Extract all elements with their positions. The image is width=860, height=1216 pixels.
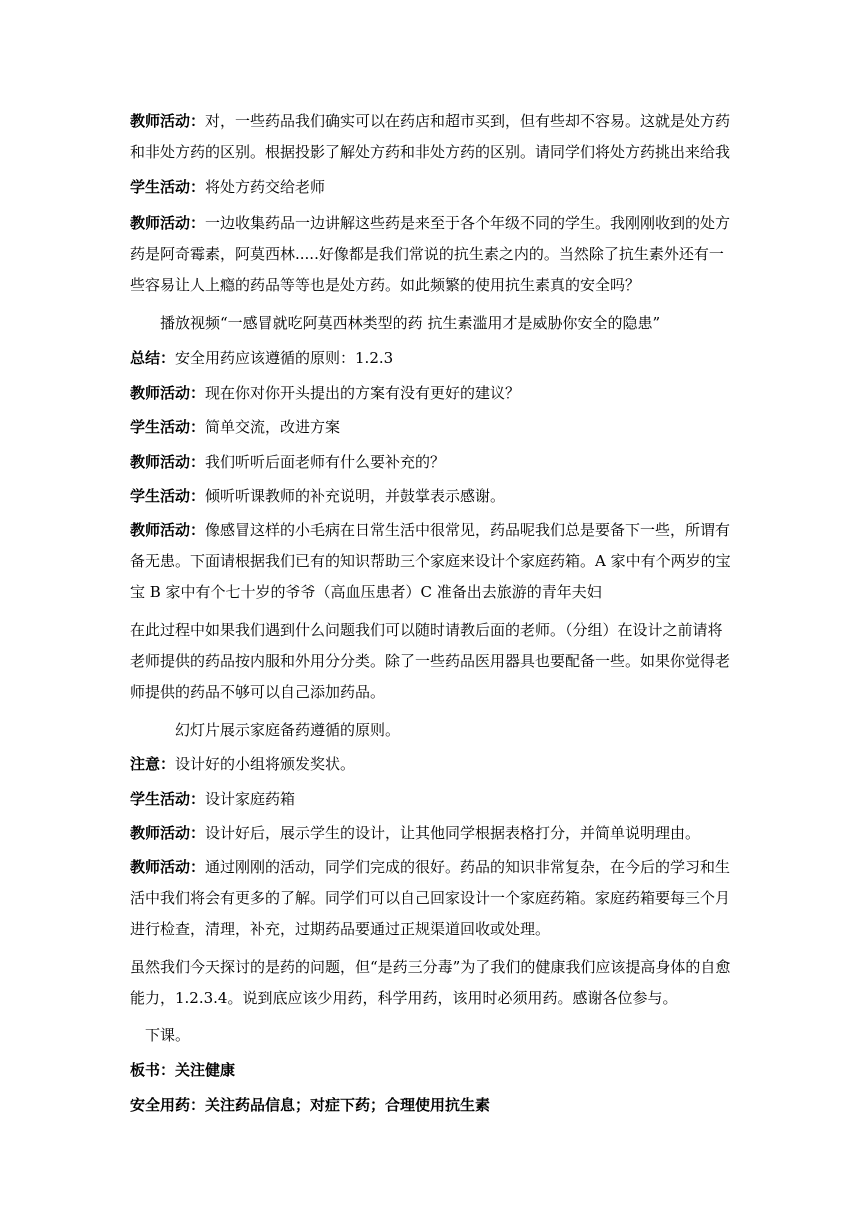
- paragraph-text: 在此过程中如果我们遇到什么问题我们可以随时请教后面的老师。（分组）在设计之前请将老师提供的药品按内服和外用分分类。除了一些药品医用器具也要配备一些。如果你觉得老师提供的药品不够可以自己添加药品。: [130, 621, 731, 701]
- paragraph-text: 安全用药：关注药品信息；对症下药；合理使用抗生素: [130, 1096, 491, 1114]
- paragraph-label: 总结：: [130, 349, 176, 367]
- paragraph-board-content: [130, 1090, 732, 1121]
- paragraph-text: 简单交流，改进方案: [205, 418, 341, 436]
- paragraph-text: 下课。: [145, 1026, 191, 1044]
- paragraph-text: 对，一些药品我们确实可以在药店和超市买到，但有些却不容易。这就是处方药和非处方药的区别。根据投影了解处方药和非处方药的区别。请同学们将处方药挑出来给我: [130, 112, 731, 161]
- paragraph-teacher-activity-3: [130, 378, 732, 409]
- paragraph-board-title: [130, 1055, 732, 1086]
- paragraph-text: 我们听听后面老师有什么要补充的？: [205, 453, 446, 471]
- paragraph-student-activity-2: [130, 412, 732, 443]
- paragraph-student-activity-1: [130, 172, 732, 203]
- paragraph-text: 幻灯片展示家庭备药遵循的原则。: [175, 721, 401, 739]
- paragraph-slides: [130, 715, 732, 746]
- paragraph-text: 板书：关注健康: [130, 1061, 236, 1079]
- paragraph-text: 通过刚刚的活动，同学们完成的很好。药品的知识非常复杂，在今后的学习和生活中我们将会有更多的了解。同学们可以自己回家设计一个家庭药箱。家庭药箱要每三个月进行检查，清理，补充，过期药品要通过正规渠道回收或处理。: [130, 858, 731, 938]
- paragraph-label: 学生活动：: [130, 178, 206, 196]
- paragraph-class-over: [130, 1020, 732, 1051]
- paragraph-note: [130, 749, 732, 780]
- paragraph-teacher-activity-4: [130, 447, 732, 478]
- paragraph-label: 学生活动：: [130, 418, 206, 436]
- paragraph-student-activity-3: [130, 481, 732, 512]
- paragraph-text: 设计好后，展示学生的设计，让其他同学根据表格打分，并简单说明理由。: [205, 824, 701, 842]
- paragraph-label: 教师活动：: [130, 521, 206, 539]
- paragraph-text: 虽然我们今天探讨的是药的问题，但“是药三分毒”为了我们的健康我们应该提高身体的自愈能力，1.2.3.4。说到底应该少用药，科学用药，该用时必须用药。感谢各位参与。: [130, 958, 731, 1007]
- paragraph-label: 学生活动：: [130, 487, 206, 505]
- paragraph-text: 安全用药应该遵循的原则：1.2.3: [175, 349, 394, 367]
- paragraph-video: [130, 308, 732, 339]
- paragraph-teacher-activity-2: [130, 208, 732, 301]
- paragraph-teacher-activity-6: [130, 818, 732, 849]
- paragraph-text: 播放视频“一感冒就吃阿莫西林类型的药 抗生素滥用才是威胁你安全的隐患”: [160, 314, 661, 332]
- paragraph-grouping: [130, 615, 732, 708]
- paragraph-label: 教师活动：: [130, 112, 206, 130]
- paragraph-label: 教师活动：: [130, 453, 206, 471]
- paragraph-student-activity-4: [130, 784, 732, 815]
- paragraph-label: 注意：: [130, 755, 176, 773]
- paragraph-text: 将处方药交给老师: [205, 178, 326, 196]
- paragraph-text: 倾听听课教师的补充说明，并鼓掌表示感谢。: [205, 487, 506, 505]
- paragraph-text: 像感冒这样的小毛病在日常生活中很常见，药品呢我们总是要备下一些，所谓有备无患。下面请根据我们已有的知识帮助三个家庭来设计个家庭药箱。A 家中有个两岁的宝宝 B 家中有个七十岁的爷爷（高血压患者）C 准备出去旅游的青年夫妇: [130, 521, 731, 601]
- paragraph-label: 教师活动：: [130, 384, 206, 402]
- paragraph-label: 教师活动：: [130, 214, 206, 232]
- paragraph-label: 教师活动：: [130, 858, 206, 876]
- paragraph-text: 一边收集药品一边讲解这些药是来至于各个年级不同的学生。我刚刚收到的处方药是阿奇霉素，阿莫西林.....好像都是我们常说的抗生素之内的。当然除了抗生素外还有一些容易让人上瘾的药品等等也是处方药。如此频繁的使用抗生素真的安全吗？: [130, 214, 731, 294]
- paragraph-text: 设计家庭药箱: [205, 790, 296, 808]
- paragraph-label: 学生活动：: [130, 790, 206, 808]
- paragraph-text: 设计好的小组将颁发奖状。: [175, 755, 356, 773]
- paragraph-text: 现在你对你开头提出的方案有没有更好的建议？: [205, 384, 521, 402]
- paragraph-summary: [130, 343, 732, 374]
- paragraph-teacher-activity-5: [130, 515, 732, 608]
- paragraph-teacher-activity-1: [130, 106, 732, 168]
- paragraph-teacher-activity-7: [130, 852, 732, 945]
- paragraph-label: 教师活动：: [130, 824, 206, 842]
- paragraph-conclusion: [130, 952, 732, 1014]
